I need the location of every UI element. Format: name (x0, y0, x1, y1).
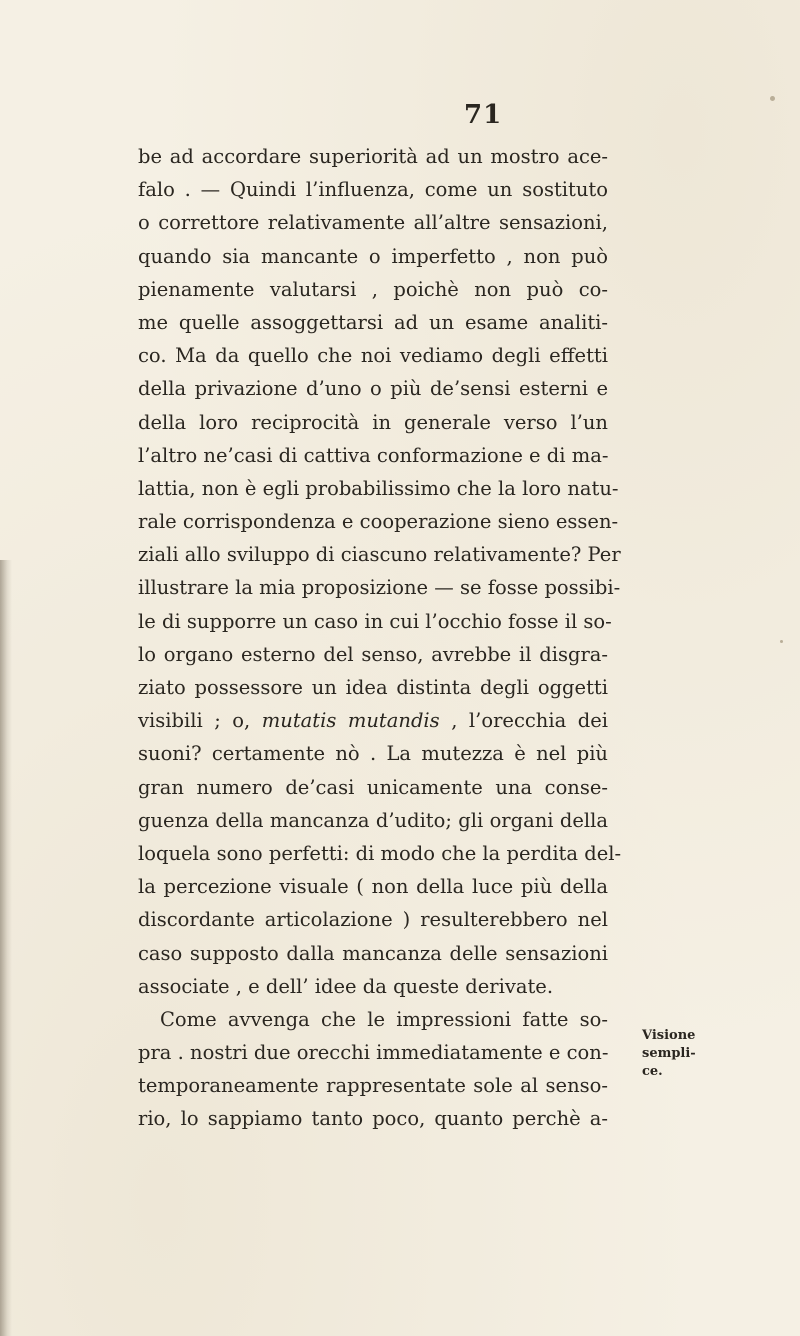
text-line: la percezione visuale ( non della luce più della (138, 875, 608, 899)
text-line: l’altro ne’casi di cattiva conformazione e di ma- (138, 443, 609, 467)
margin-note-line: sempli- (642, 1046, 696, 1061)
text-line: gran numero de’casi unicamente una conse- (138, 775, 608, 799)
text-line: suoni? certamente nò . La mutezza è nel più (138, 742, 608, 766)
text-line: loquela sono perfetti: di modo che la perdita del- (138, 841, 622, 865)
text-line: le di supporre un caso in cui l’occhio fosse il so- (138, 609, 612, 633)
text-line: lattia, non è egli probabilissimo che la loro natu- (138, 476, 619, 500)
text-line: guenza della mancanza d’udito; gli organi della (138, 808, 608, 832)
text-line: quando sia mancante o imperfetto , non può (138, 244, 608, 268)
text-line: ziato possessore un idea distinta degli oggetti (138, 676, 608, 699)
text-line: Come avvenga che le impressioni fatte so- (160, 1007, 608, 1031)
text-line: della privazione d’uno o più de’sensi esterni e (138, 377, 608, 401)
text-line: illustrare la mia proposizione — se fosse possibi- (138, 576, 621, 600)
text-line: rale corrispondenza e cooperazione sieno essen- (138, 510, 619, 534)
paper-speck (780, 640, 783, 643)
text-line: co. Ma da quello che noi vediamo degli effetti (138, 344, 608, 368)
text-line: caso supposto dalla mancanza delle sensazioni (138, 941, 608, 965)
margin-note (642, 1027, 712, 1081)
margin-note-line: Visione (642, 1028, 696, 1043)
text-line: della loro reciprocità in generale verso l’un (138, 410, 608, 434)
text-line-with-italic: visibili ; o, mutatis mutandis , l’orecchia dei (138, 709, 609, 733)
text-line: be ad accordare superiorità ad un mostro ace- (138, 145, 608, 168)
text-line: pienamente valutarsi , poichè non può co- (138, 277, 608, 301)
text-line: temporaneamente rappresentate sole al senso- (138, 1074, 608, 1098)
paper-speck (770, 96, 775, 101)
text-line: falo . — Quindi l’influenza, come un sostituto (138, 178, 608, 202)
text-line: pra . nostri due orecchi immediatamente e con- (138, 1041, 609, 1065)
page-number: 71 (464, 100, 503, 130)
text-line: discordante articolazione ) resulterebbero nel (138, 908, 608, 932)
text-line: me quelle assoggettarsi ad un esame analiti- (138, 310, 608, 334)
text-line: lo organo esterno del senso, avrebbe il disgra- (138, 642, 608, 666)
margin-note-line: ce. (642, 1064, 663, 1079)
italic-phrase: mutatis mutandis (261, 709, 440, 733)
body-text (138, 140, 622, 1136)
page-binding-shadow (0, 560, 12, 1336)
text-line: o correttore relativamente all’altre sensazioni, (138, 211, 608, 235)
text-line: rio, lo sappiamo tanto poco, quanto perchè a- (138, 1107, 608, 1131)
text-line: associate , e dell’ idee da queste derivate. (138, 974, 554, 998)
text-line: ziali allo sviluppo di ciascuno relativamente? Per (138, 543, 621, 567)
